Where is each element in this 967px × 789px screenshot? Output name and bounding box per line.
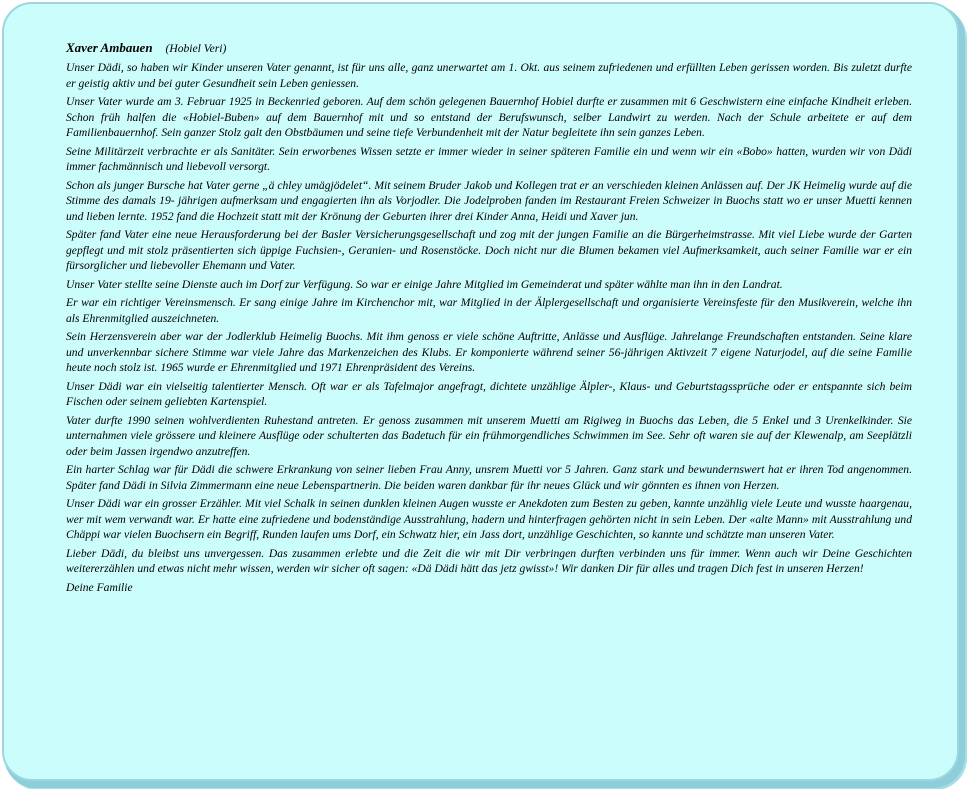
person-name: Xaver Ambauen — [66, 40, 153, 55]
paragraph: Lieber Dädi, du bleibst uns unvergessen. Das zusammen erlebte und die Zeit die wir mit Dir verbringen durften verbinden uns für immer. Wenn auch wir Deine Geschichten weitererzählen und etwas nicht mehr wissen, werden wir sicher oft sagen: «Dä Dädi hätt das jetz gwisst»! Wir danken Dir für alles und tragen Dich fest in unseren Herzen! — [66, 546, 912, 575]
paragraph: Sein Herzensverein aber war der Jodlerklub Heimelig Buochs. Mit ihm genoss er viele schöne Auftritte, Anlässe und Ausflüge. Jahrelange Freundschaften entstanden. Seine klare und unverkennbar sichere Stimme war viele Jahre das Markenzeichen des Klubs. Er komponierte während seiner 56-jährigen Aktivzeit 7 eigene Naturjodel, auf die seine Familie heute noch stolz ist. 1965 wurde er Ehrenmitglied und 1971 Ehrenpräsident des Vereins. — [66, 330, 912, 374]
paragraph: Vater durfte 1990 seinen wohlverdienten Ruhestand antreten. Er genoss zusammen mit unserem Muetti am Rigiweg in Buochs das Leben, die 5 Enkel und 3 Urenkelkinder. Sie unternahmen viele grössere und kleinere Ausflüge oder schulterten das Badetuch für ein frühmorgendliches Schwimmen im See. Sehr oft waren sie auf der Klewenalp, am Seeplätzli oder beim Jassen irgendwo anzutreffen. — [66, 413, 912, 458]
paragraph: Später fand Vater eine neue Herausforderung bei der Basler Versicherungsgesellschaft und zog mit der jungen Familie an die Bürgerheimstrasse. Mit viel Liebe wurde der Garten gepflegt und mit stolz präsentierten sich üppige Fuchsien-, Geranien- und Rosenstöcke. Doch nicht nur die Blumen bekamen viel Aufmerksamkeit, auch seiner Familie war er ein fürsorglicher und liebevoller Ehemann und Vater. — [66, 228, 912, 272]
person-nickname: (Hobiel Veri) — [165, 42, 227, 55]
obituary-heading — [66, 40, 912, 56]
obituary-text — [66, 40, 912, 598]
paragraph: Unser Dädi war ein vielseitig talentierter Mensch. Oft war er als Tafelmajor angefragt, dichtete unzählige Älpler-, Klaus- und Geburtstagssprüche oder er entspannte sich beim Fischen oder seinem geliebten Kartenspiel. — [66, 379, 912, 408]
paragraph: Unser Dädi war ein grosser Erzähler. Mit viel Schalk in seinen dunklen kleinen Augen wusste er Anekdoten zum Besten zu geben, kannte unzählig viele Leute und wusste haargenau, wer mit wem verwandt war. Er hatte eine zufriedene und bodenständige Ausstrahlung, hadern und hinterfragen gehörten nicht in sein Leben. Der «alte Mann» mit Ausstrahlung und Chäppi war vielen Buochsern ein Begriff, Runden laufen ums Dorf, ein Schwatz hier, ein Jass dort, unzählige Geschichten, so kannte und schätzte man unseren Vater. — [66, 497, 912, 541]
paragraph: Schon als junger Bursche hat Vater gerne „ä chley umägjödelet“. Mit seinem Bruder Jakob und Kollegen trat er an verschieden kleinen Anlässen auf. Der JK Heimelig wurde auf die Stimme des damals 19- jährigen aufmerksam und engagierten ihn als Vorjodler. Die Jodelproben fanden im Restaurant Freien Schweizer in Buochs statt wo er unser Muetti kennen und lieben lernte. 1952 fand die Hochzeit statt mit der Krönung der Geburten ihrer drei Kinder Anna, Heidi und Xaver jun. — [66, 178, 912, 223]
paragraph: Unser Vater wurde am 3. Februar 1925 in Beckenried geboren. Auf dem schön gelegenen Bauernhof Hobiel durfte er zusammen mit 6 Geschwistern eine einfache Kindheit erleben. Schon früh halfen die «Hobiel-Buben» auf dem Bauernhof mit und so entstand der Berufswunsch, selber Landwirt zu werden. Nach der Schule arbeitete er auf dem Familienbauernhof. Sein ganzer Stolz galt den Obstbäumen und seine tiefe Verbundenheit mit der Natur begleitete ihn sein ganzes Leben. — [66, 95, 912, 139]
signature: Deine Familie — [66, 580, 133, 594]
paragraph: Unser Vater stellte seine Dienste auch im Dorf zur Verfügung. So war er einige Jahre Mitglied im Gemeinderat und später wählte man ihn in den Landrat. — [66, 277, 783, 291]
paragraph: Er war ein richtiger Vereinsmensch. Er sang einige Jahre im Kirchenchor mit, war Mitglied in der Älplergesellschaft und organisierte Vereinsfeste für den Musikverein, welche ihn als Ehrenmitglied auszeichneten. — [66, 296, 912, 325]
paragraph: Ein harter Schlag war für Dädi die schwere Erkrankung von seiner lieben Frau Anny, unsrem Muetti vor 5 Jahren. Ganz stark und bewundernswert hat er ihren Tod angenommen. Später fand Dädi in Silvia Zimmermann eine neue Lebenspartnerin. Die beiden waren dankbar für ihr neues Glück und wir gönnten es ihnen von Herzen. — [66, 463, 912, 492]
paragraph: Seine Militärzeit verbrachte er als Sanitäter. Sein erworbenes Wissen setzte er immer wieder in seiner späteren Familie ein und wenn wir ein «Bobo» hatten, wurden wir von Dädi immer fachmännisch und liebevoll versorgt. — [66, 144, 912, 173]
paragraph: Unser Dädi, so haben wir Kinder unseren Vater genannt, ist für uns alle, ganz unerwartet am 1. Okt. aus seinem zufriedenen und erfüllten Leben gerissen worden. Bis zuletzt durfte er geistig aktiv und bei guter Gesundheit sein Leben geniessen. — [66, 61, 912, 90]
